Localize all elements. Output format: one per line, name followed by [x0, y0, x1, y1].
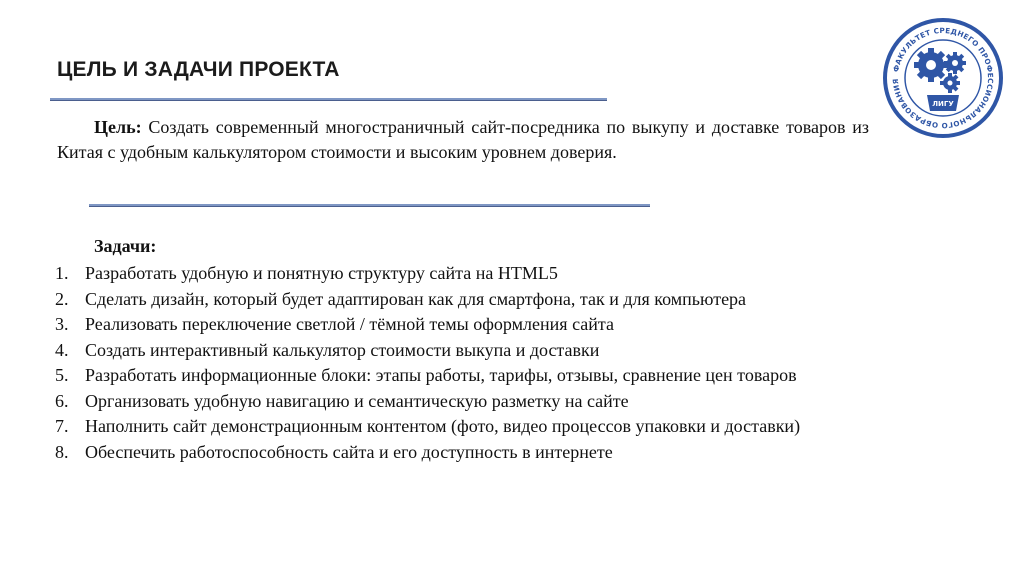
task-text: Разработать удобную и понятную структуру сайта на HTML5 — [85, 263, 558, 283]
task-text: Организовать удобную навигацию и семантическую разметку на сайте — [85, 390, 629, 411]
task-text: Сделать дизайн, который будет адаптирован как для смартфона, так и для компьютера — [85, 288, 747, 309]
task-item — [55, 312, 875, 338]
faculty-emblem-logo — [882, 17, 1004, 139]
goal-paragraph — [57, 115, 869, 165]
goal-divider — [89, 204, 650, 207]
emblem-outer-ring — [885, 20, 1001, 136]
title-divider — [50, 98, 607, 101]
task-number: 3. — [55, 314, 69, 334]
goal-text: Создать современный многостраничный сайт-посредника по выкупу и доставке товаров из Китая с удобным калькулятором стоимости и высоким уровнем доверия. — [57, 117, 869, 162]
gear-icon — [914, 48, 948, 82]
emblem-ring-text: ФАКУЛЬТЕТ СРЕДНЕГО ПРОФЕССИОНАЛЬНОГО ОБРАЗОВАНИЯ — [890, 25, 996, 131]
task-number: 7. — [55, 416, 69, 436]
tasks-list — [55, 261, 875, 465]
task-text: Создать интерактивный калькулятор стоимости выкупа и доставки — [85, 339, 600, 360]
task-number: 8. — [55, 441, 69, 462]
task-item — [55, 414, 875, 440]
task-item — [55, 363, 875, 389]
task-text: Наполнить сайт демонстрационным контентом (фото, видео процессов упаковки и доставки) — [85, 416, 801, 436]
task-number: 5. — [55, 365, 69, 385]
task-number: 6. — [55, 390, 69, 411]
slide-title: ЦЕЛЬ И ЗАДАЧИ ПРОЕКТА — [57, 58, 340, 81]
task-text: Разработать информационные блоки: этапы работы, тарифы, отзывы, сравнение цен товаров — [85, 365, 797, 385]
task-item — [55, 440, 875, 466]
tasks-heading: Задачи: — [94, 236, 157, 256]
task-number: 2. — [55, 288, 69, 309]
task-text: Реализовать переключение светлой / тёмной темы оформления сайта — [85, 314, 614, 334]
task-item — [55, 261, 875, 287]
gear-icon — [944, 52, 966, 74]
task-item — [55, 389, 875, 415]
task-item — [55, 287, 875, 313]
task-item — [55, 338, 875, 364]
task-text: Обеспечить работоспособность сайта и его доступность в интернете — [85, 441, 613, 462]
task-number: 1. — [55, 263, 69, 283]
goal-label: Цель: — [94, 117, 142, 137]
emblem-badge-text: ЛИГУ — [932, 100, 954, 108]
emblem-badge — [927, 95, 959, 111]
task-number: 4. — [55, 339, 69, 360]
